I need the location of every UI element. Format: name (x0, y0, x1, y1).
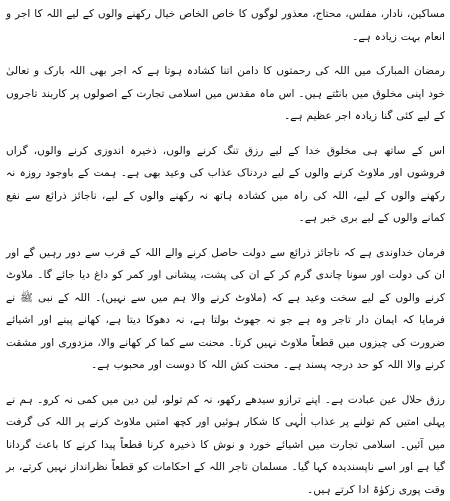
paragraph-charity: مساکین، نادار، مفلس، محتاج، معذور لوگوں کا خاص الخاص خیال رکھنے والوں کے لیے اللہ کا اجر و انعام بہت زیادہ ہے۔ (6, 3, 445, 48)
paragraph-ramadan-trade: رمضان المبارک میں اللہ کی رحمتوں کا دامن اتنا کشادہ ہوتا ہے کہ اجر بھی اللہ بارک و تعالیٰ خود اپنی مخلوق میں بانٹتے ہیں۔ اس ماہ مقدس میں اسلامی تجارت کے اصولوں پر کاربند تاجروں کے لیے کئی گنا زیادہ اجر عظیم ہے۔ (6, 60, 445, 128)
paragraph-divine-command: فرمان خداوندی ہے کہ ناجائز ذرائع سے دولت حاصل کرنے والے اللہ کے قرب سے دور رہیں گے اور ان کی دولت اور سونا چاندی گرم کر کے ان کی پشت، پیشانی اور کمر کو داغ دیا جائے گا۔ ملاوٹ کرنے والوں کے لیے سخت وعید ہے کہ (ملاوٹ کرنے والا ہم میں سے نہیں)۔ اللہ کے نبی ﷺ نے فرمایا کہ ایمان دار تاجر وہ ہے جو نہ جھوٹ بولتا ہے، نہ دھوکا دیتا ہے، کھانے پینے اور اشیائے ضرورت کی چیزوں میں قطعاً ملاوٹ نہیں کرتا۔ محنت سے کما کر کھانے والا، مزدوری اور مشقت کرنے والا اللہ کو حد درجہ پسند ہے۔ محنت کش اللہ کا دوست اور محبوب ہے۔ (6, 242, 445, 377)
paragraph-halal-sustenance: رزق حلال عین عبادت ہے۔ اپنے ترازو سیدھے رکھو، نہ کم تولو، لین دین میں کمی نہ کرو۔ ہم نے پہلی امتیں کم تولنے پر عذاب الٰہی کا شکار ہوئیں اور کچھ امتیں ملاوٹ کرنے پر اللہ کی گرفت میں آئیں۔ اسلامی تجارت میں اشیائے خورد و نوش کا ذخیرہ کرنا قطعاً پیدا کرنے کا باعث گردانا گیا ہے اور اسے ناپسندیدہ کہا گیا۔ مسلمان تاجر اللہ کے احکامات کو قطعاً نظرانداز نہیں کرتے، بر وقت پوری زکوٰۃ ادا کرتے ہیں۔ (6, 389, 445, 501)
paragraph-warning: اس کے ساتھ ہی مخلوق خدا کے لیے رزق تنگ کرنے والوں، ذخیرہ اندوزی کرنے والوں، گراں فروشوں اور ملاوٹ کرنے والوں کے لیے دردناک عذاب کی وعید بھی ہے۔ ہمت کے باوجود روزہ نہ رکھنے والوں کے لیے، اللہ کی راہ میں کشادہ ہاتھ نہ رکھنے والوں کے لیے، ناجائز ذرائع سے نفع کمانے والوں کے لیے بری خبر ہے۔ (6, 140, 445, 230)
